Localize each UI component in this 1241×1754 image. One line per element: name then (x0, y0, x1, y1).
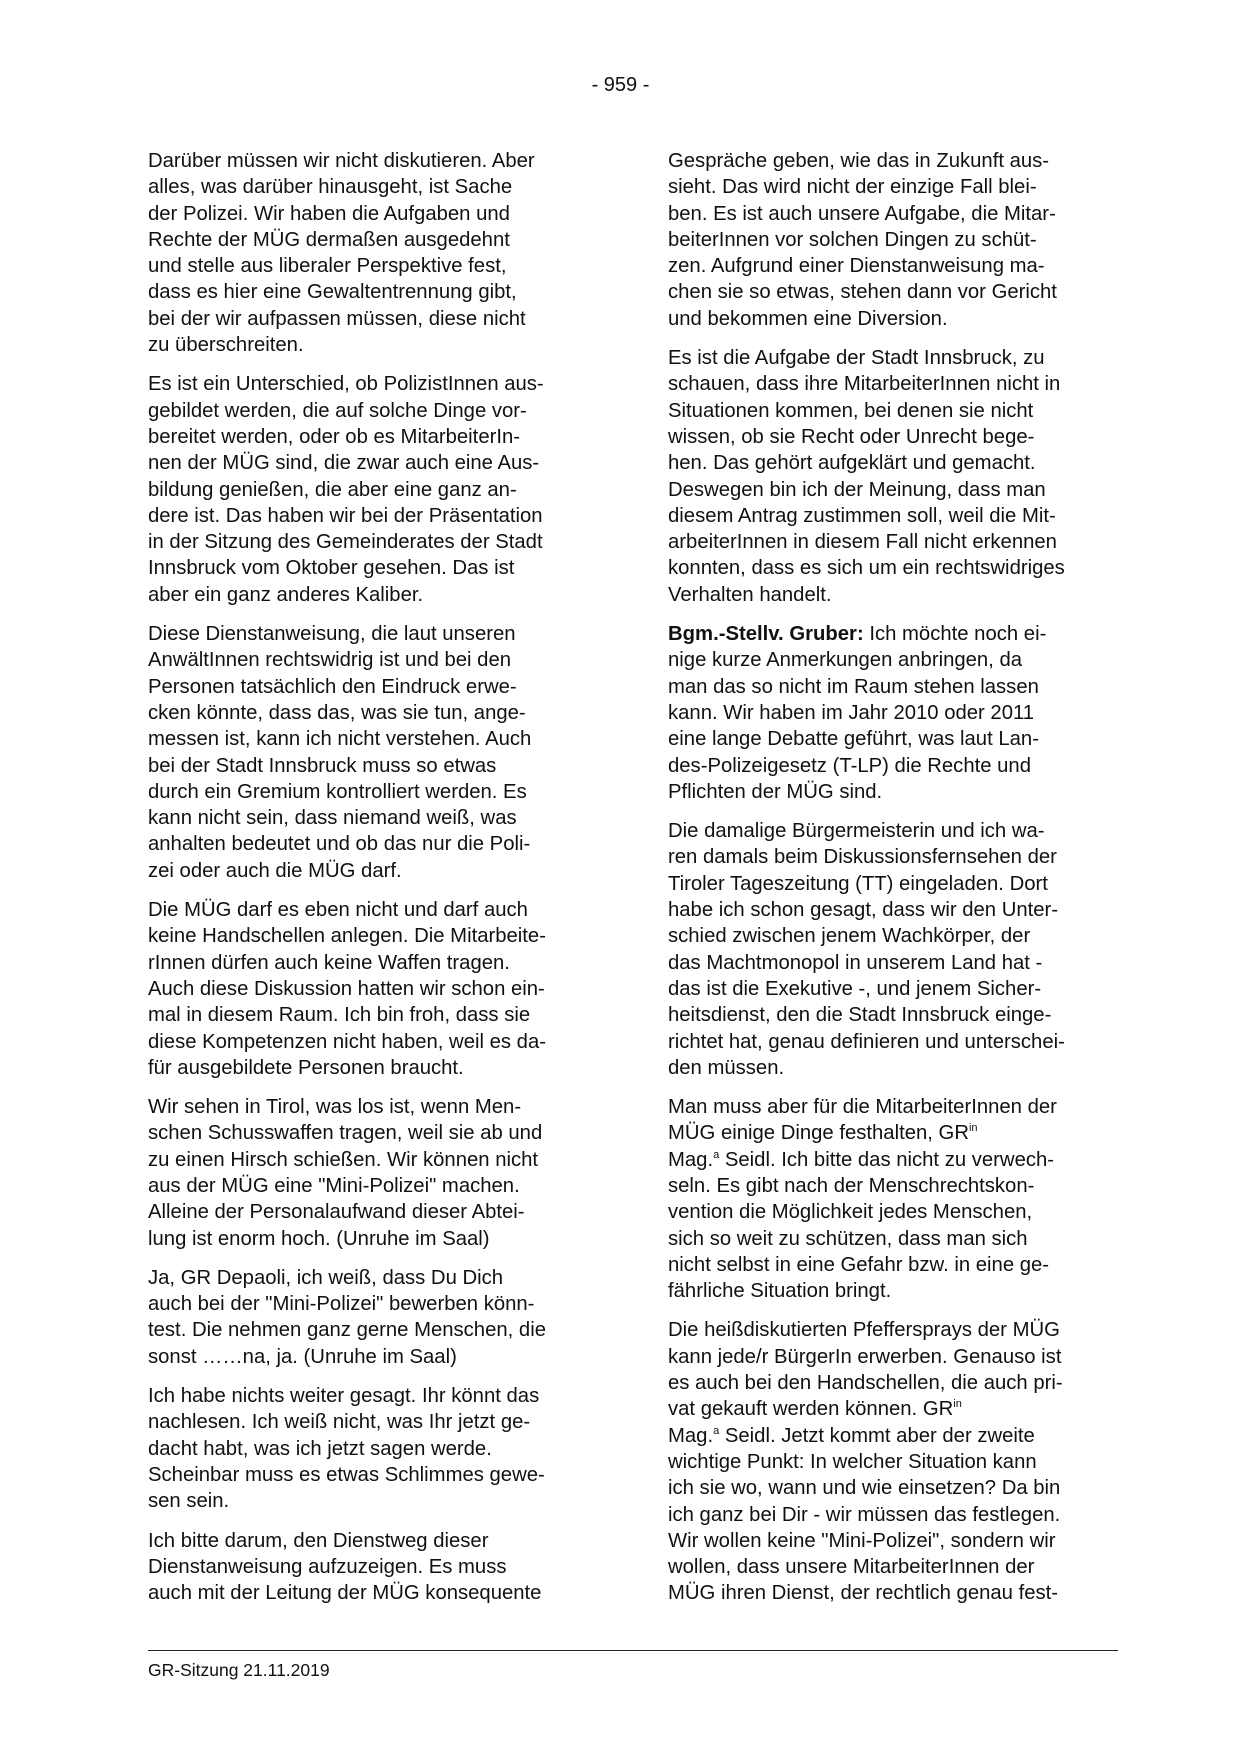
text-run: Man muss aber für die MitarbeiterInnen der MÜG einige Dinge festhalten, GR (668, 1096, 1057, 1145)
paragraph (668, 1094, 1118, 1304)
text-run: Seidl. Jetzt kommt aber der zweite wichtige Punkt: In welcher Situation kann ich sie wo, wann und wie einsetzen? Da bin ich ganz bei Dir - wir müssen das festlegen. Wir wollen keine "Mini-Polizei", sondern wir wollen, dass unsere MitarbeiterInnen der MÜG ihren Dienst, der rechtlich genau fest- (668, 1424, 1061, 1605)
paragraph: Die MÜG darf es eben nicht und darf auch keine Handschellen anlegen. Die Mitarbeite- rInnen dürfen auch keine Waffen tragen. Auch diese Diskussion hatten wir schon ein- mal in diesem Raum. Ich bin froh, dass sie diese Kompetenzen nicht haben, weil es da- für ausgebildete Personen braucht. (148, 899, 546, 1079)
superscript: in (953, 1398, 962, 1411)
text-run: Mag. (668, 1148, 714, 1171)
text-run: Seidl. Ich bitte das nicht zu verwech- seln. Es gibt nach der Menschrechtskon- vention die Möglichkeit jedes Menschen, sich so weit zu schützen, dass man sich nicht selbst in eine Gefahr bzw. in eine ge- fährliche Situation bringt. (668, 1148, 1055, 1303)
footer-text: GR-Sitzung 21.11.2019 (148, 1660, 330, 1680)
text-run: Die heißdiskutierten Pfeffersprays der MÜG kann jede/r BürgerIn erwerben. Genauso ist es auch bei den Handschellen, die auch pri- vat gekauft werden können. GR (668, 1319, 1063, 1421)
paragraph: Die damalige Bürgermeisterin und ich wa- ren damals beim Diskussionsfernsehen der Tiroler Tageszeitung (TT) eingeladen. Dort habe ich schon gesagt, dass wir den Unter- schied zwischen jenem Wachkörper, der das Machtmonopol in unserem Land hat - das ist die Exekutive -, und jenem Sicher- heitsdienst, den die Stadt Innsbruck einge- richtet hat, genau definieren und unterschei- den müssen. (668, 820, 1065, 1079)
paragraph: Ich habe nichts weiter gesagt. Ihr könnt das nachlesen. Ich weiß nicht, was Ihr jetzt ge- dacht habt, was ich jetzt sagen werde. Scheinbar muss es etwas Schlimmes gewe- sen sein. (148, 1385, 545, 1513)
paragraph: Ich bitte darum, den Dienstweg dieser Dienstanweisung aufzuzeigen. Es muss auch mit der Leitung der MÜG konsequente (148, 1529, 542, 1605)
right-column (668, 148, 1118, 1620)
paragraph: Es ist die Aufgabe der Stadt Innsbruck, zu schauen, dass ihre MitarbeiterInnen nicht in Situationen kommen, bei denen sie nicht wissen, ob sie Recht oder Unrecht bege- hen. Das gehört aufgeklärt und gemacht. Deswegen bin ich der Meinung, dass man diesem Antrag zustimmen soll, weil die Mit- arbeiterInnen in diesem Fall nicht erkennen konnten, dass es sich um ein rechtswidriges Verhalten handelt. (668, 347, 1065, 606)
paragraph: Diese Dienstanweisung, die laut unseren AnwältInnen rechtswidrig ist und bei den Personen tatsächlich den Eindruck erwe- cken könnte, dass das, was sie tun, ange- messen ist, kann ich nicht verstehen. Auch bei der Stadt Innsbruck muss so etwas durch ein Gremium kontrolliert werden. Es kann nicht sein, dass niemand weiß, was anhalten bedeutet und ob das nur die Poli- zei oder auch die MÜG darf. (148, 623, 532, 882)
paragraph: Gespräche geben, wie das in Zukunft aus- sieht. Das wird nicht der einzige Fall blei- ben. Es ist auch unsere Aufgabe, die Mitar- beiterInnen vor solchen Dingen zu schüt- zen. Aufgrund einer Dienstanweisung ma- chen sie so etwas, stehen dann vor Gericht und bekommen eine Diversion. (668, 150, 1057, 330)
speaker-text: Ich möchte noch ei- nige kurze Anmerkungen anbringen, da man das so nicht im Raum stehen lassen kann. Wir haben im Jahr 2010 oder 2011 eine lange Debatte geführt, was laut Lan- des-Polizeigesetz (T-LP) die Rechte und Pflichten der MÜG sind. (668, 623, 1047, 803)
speaker-name: Bgm.-Stellv. Gruber: (668, 623, 864, 646)
superscript: a (713, 1148, 720, 1161)
paragraph (668, 1317, 1118, 1606)
paragraph: Es ist ein Unterschied, ob PolizistInnen aus- gebildet werden, die auf solche Dinge vor- bereitet werden, oder ob es MitarbeiterIn- nen der MÜG sind, die zwar auch eine Aus- bildung genießen, die aber eine ganz an- dere ist. Das haben wir bei der Präsentation in der Sitzung des Gemeinderates der Stadt Innsbruck vom Oktober gesehen. Das ist aber ein ganz anderes Kaliber. (148, 373, 544, 606)
superscript: in (968, 1122, 978, 1135)
left-column (148, 148, 598, 1619)
superscript: a (713, 1424, 720, 1437)
paragraph: Darüber müssen wir nicht diskutieren. Aber alles, was darüber hinausgeht, ist Sache der Polizei. Wir haben die Aufgaben und Rechte der MÜG dermaßen ausgedehnt und stelle aus liberaler Perspektive fest, dass es hier eine Gewaltentrennung gibt, bei der wir aufpassen müssen, diese nicht zu überschreiten. (148, 150, 535, 357)
paragraph-speaker-gruber (668, 621, 1118, 805)
paragraph: Ja, GR Depaoli, ich weiß, dass Du Dich auch bei der "Mini-Polizei" bewerben könn- test. Die nehmen ganz gerne Menschen, die sonst ……na, ja. (Unruhe im Saal) (148, 1266, 546, 1368)
paragraph: Wir sehen in Tirol, was los ist, wenn Men- schen Schusswaffen tragen, weil sie ab und zu einen Hirsch schießen. Wir können nicht aus der MÜG eine "Mini-Polizei" machen. Alleine der Personalaufwand dieser Abtei- lung ist enorm hoch. (Unruhe im Saal) (148, 1096, 543, 1250)
text-run: Mag. (668, 1424, 714, 1447)
footer-divider (148, 1650, 1118, 1651)
page-number: - 959 - (591, 74, 650, 96)
